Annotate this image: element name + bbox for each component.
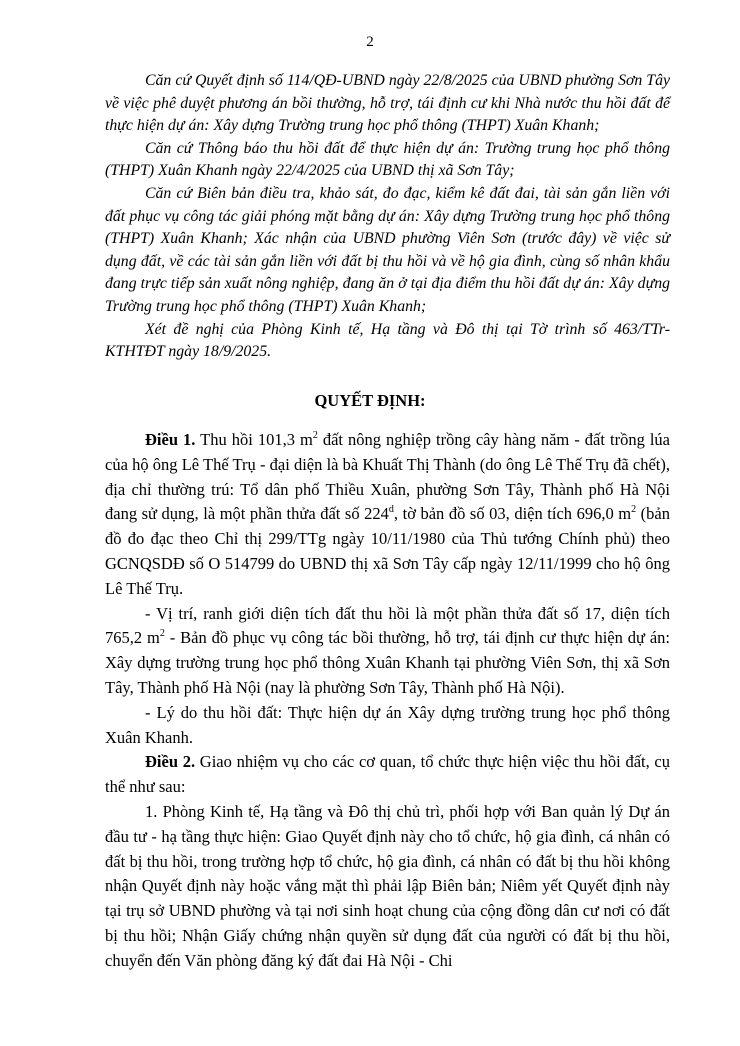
article-1-text: Thu hồi 101,3 m xyxy=(195,430,313,449)
superscript: 2 xyxy=(312,429,318,441)
preamble-paragraph: Căn cứ Thông báo thu hồi đất để thực hiện dự án: Trường trung học phổ thông (THPT) Xuân Khanh ngày 22/4/2025 của UBND thị xã Sơn Tây; xyxy=(105,139,670,180)
article-1-text: , tờ bản đồ số 03, diện tích 696,0 m xyxy=(393,504,632,524)
article-1-paragraph xyxy=(105,428,670,602)
superscript: 2 xyxy=(631,503,637,515)
preamble-paragraph: Căn cứ Quyết định số 114/QĐ-UBND ngày 22/8/2025 của UBND phường Sơn Tây về việc phê duyệt phương án bồi thường, hỗ trợ, tái định cư khi Nhà nước thu hồi đất để thực hiện dự án: Xây dựng Trường trung học phổ thông (THPT) Xuân Khanh; xyxy=(105,72,670,135)
page-number: 2 xyxy=(366,34,374,50)
superscript: 2 xyxy=(159,627,165,639)
article-1-text: (bản đồ đo đạc theo Chỉ thị 299/TTg ngày 10/11/1980 của Thủ tướng Chính phủ) theo GCNQSDĐ số O 514799 do UBND thị xã Sơn Tây cấp ngày 12/11/1999 cho hộ ông Lê Thế Trụ. xyxy=(105,504,670,598)
preamble-paragraph: Căn cứ Biên bản điều tra, khảo sát, đo đạc, kiểm kê đất đai, tài sản gắn liền với đất phục vụ công tác giải phóng mặt bằng dự án: Xây dựng Trường trung học phổ thông (THPT) Xuân Khanh; Xác nhận của UBND phường Viên Sơn (trước đây) về việc sử dụng đất, về các tài sản gắn liền với đất bị thu hồi và về hộ gia đình, cùng số nhân khẩu đang trực tiếp sản xuất nông nghiệp, đang ăn ở tại địa điểm thu hồi đất dự án: Xây dựng Trường trung học phổ thông (THPT) Xuân Khanh; xyxy=(105,184,670,315)
article-2-paragraph xyxy=(105,750,670,800)
article-1-location xyxy=(105,602,670,701)
preamble xyxy=(105,70,670,364)
article-1-text: đất nông nghiệp trồng cây hàng năm - đất trồng lúa của hộ ông Lê Thế Trụ - đại diện là bà Khuất Thị Thành (do ông Lê Thế Trụ đã chết), địa chỉ thường trú: Tổ dân phố Thiều Xuân, phường Sơn Tây, Thành phố Hà Nội đang sử dụng, là một phần thửa đất số 224 xyxy=(105,430,670,524)
article-2-item-1: 1. Phòng Kinh tế, Hạ tầng và Đô thị chủ trì, phối hợp với Ban quản lý Dự án đầu tư - hạ tầng thực hiện: Giao Quyết định này cho tổ chức, hộ gia đình, cá nhân có đất bị thu hồi, trong trường hợp tổ chức, hộ gia đình, cá nhân có đất bị thu hồi không nhận Quyết định này hoặc vắng mặt thì phải lập Biên bản; Niêm yết Quyết định này tại trụ sở UBND phường và tại nơi sinh hoạt chung của cộng đồng dân cư nơi có đất bị thu hồi; Nhận Giấy chứng nhận quyền sử dụng đất của người có đất bị thu hồi, chuyển đến Văn phòng đăng ký đất đai Hà Nội - Chi xyxy=(105,801,670,970)
location-text: - Bản đồ phục vụ công tác bồi thường, hỗ trợ, tái định cư thực hiện dự án: Xây dựng trường trung học phổ thông Xuân Khanh tại phường Viên Sơn, thị xã Sơn Tây, Thành phố Hà Nội (nay là phường Sơn Tây, Thành phố Hà Nội). xyxy=(105,628,670,697)
location-text: - Vị trí, ranh giới diện tích đất thu hồi là một phần thửa đất số 17, diện tích 765,2 m xyxy=(105,603,670,648)
article-2-text: Giao nhiệm vụ cho các cơ quan, tổ chức thực hiện việc thu hồi đất, cụ thể như sau: xyxy=(105,752,671,797)
document-body xyxy=(105,428,670,974)
article-2-label: Điều 2. xyxy=(145,752,196,772)
article-1-reason: - Lý do thu hồi đất: Thực hiện dự án Xây dựng trường trung học phổ thông Xuân Khanh. xyxy=(105,702,670,747)
preamble-paragraph: Xét đề nghị của Phòng Kinh tế, Hạ tầng và Đô thị tại Tờ trình số 463/TTr-KTHTĐT ngày 18/9/2025. xyxy=(105,320,670,361)
decision-title: QUYẾT ĐỊNH: xyxy=(314,391,426,410)
superscript: d xyxy=(388,503,394,515)
article-1-label: Điều 1. xyxy=(145,430,196,449)
